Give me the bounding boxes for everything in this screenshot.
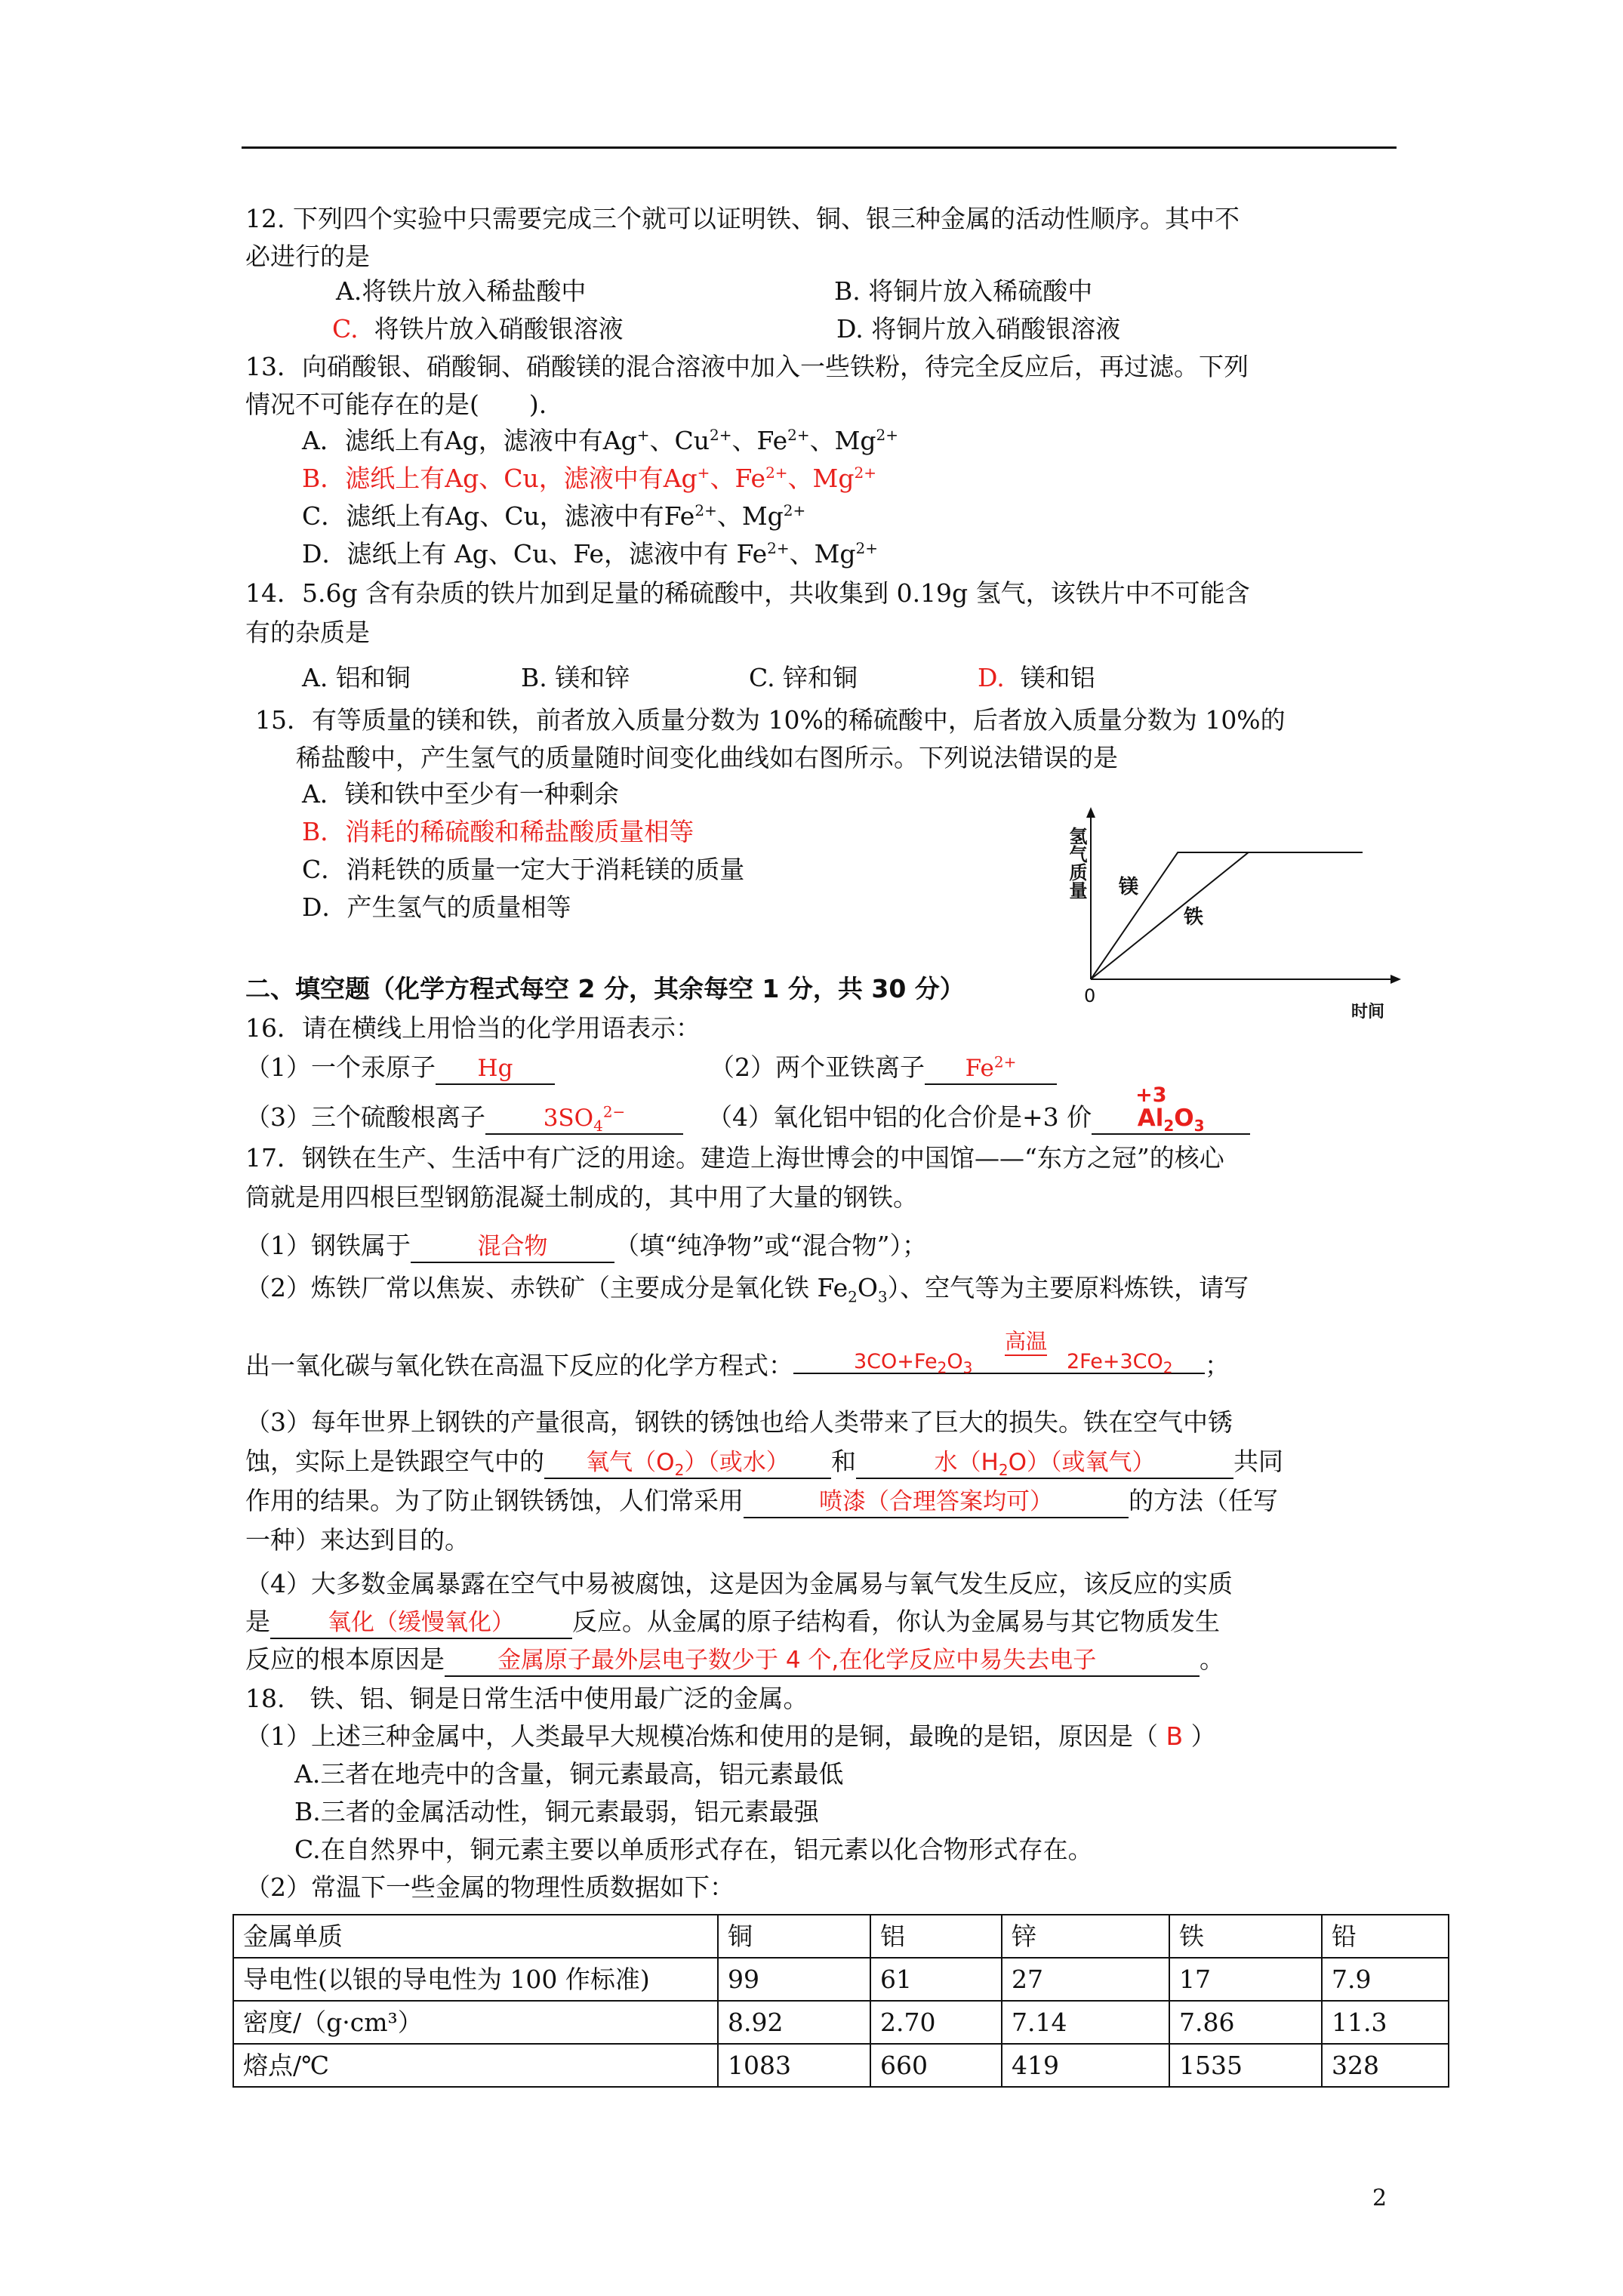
x-axis-label: 时间 — [1351, 1003, 1385, 1022]
q16-answer1: Hg — [436, 1053, 555, 1085]
q18-part2: （2）常温下一些金属的物理性质数据如下： — [245, 1872, 735, 1902]
q18-option-a: A.三者在地壳中的含量，铜元素最高，铝元素最低 — [294, 1759, 844, 1789]
series-label-magnesium: 镁 — [1119, 876, 1139, 898]
q12-option-b: B. 将铜片放入稀硫酸中 — [834, 276, 1093, 306]
q15-option-d: D．产生氢气的质量相等 — [302, 892, 571, 922]
table-header-row — [233, 1915, 1449, 1958]
table-header-cell: 金属单质 — [233, 1915, 718, 1958]
x-axis-arrow — [1390, 975, 1401, 984]
q15-stem-line1: 15．有等质量的镁和铁，前者放入质量分数为 10%的稀硫酸中，后者放入质量分数为 10%的 — [255, 705, 1286, 735]
q16-part2: （2）两个亚铁离子 $Fe^{2+}$ — [710, 1051, 1057, 1085]
q14-option-d: D. 镁和铝 — [978, 663, 1095, 692]
table-cell: 99 — [718, 1958, 870, 2001]
q16-answer2: $Fe^{2+}$ — [925, 1053, 1057, 1085]
q17-part3-line1: （3）每年世界上钢铁的产量很高，钢铁的锈蚀也给人类带来了巨大的损失。铁在空气中锈 — [245, 1407, 1233, 1437]
q17-part2-line1: （2）炼铁厂常以焦炭、赤铁矿（主要成分是氧化铁 $Fe_2O_3$）、空气等为主要原料炼铁，请写 — [245, 1273, 1249, 1306]
q17-answer3c: 喷漆（合理答案均可） — [744, 1487, 1129, 1518]
table-cell: 11.3 — [1322, 2001, 1449, 2044]
table-cell: 1535 — [1169, 2044, 1322, 2087]
q13-option-b-answer: B．滤纸上有Ag、Cu，滤液中有Ag+、$Fe^{2+}$、$Mg^{2+}$ — [302, 464, 876, 493]
q18-answer1: B — [1166, 1721, 1184, 1751]
table-cell: 27 — [1002, 1958, 1169, 2001]
y-axis-arrow — [1086, 807, 1095, 818]
q17-answer3a: 氧气$(O_2)$（或水） — [544, 1447, 831, 1479]
table-cell: 7.9 — [1322, 1958, 1449, 2001]
header-rule — [242, 146, 1397, 149]
q17-stem-line2: 筒就是用四根巨型钢筋混凝土制成的，其中用了大量的钢铁。 — [245, 1182, 918, 1212]
q14-option-a: A. 铝和铜 — [302, 663, 411, 692]
section2-title: 二、填空题（化学方程式每空 2 分，其余每空 1 分，共 30 分） — [245, 974, 965, 1003]
table-row — [233, 1958, 1449, 2001]
q14-stem-line1: 14．5.6g 含有杂质的铁片加到足量的稀硫酸中，共收集到 0.19g 氢气，该铁片中不可能含 — [245, 578, 1250, 608]
q17-answer4b: 金属原子最外层电子数少于 4 个,在化学反应中易失去电子 — [445, 1645, 1200, 1677]
table-cell: 660 — [870, 2044, 1002, 2087]
table-header-cell: 铜 — [718, 1915, 870, 1958]
q16-stem: 16．请在横线上用恰当的化学用语表示： — [245, 1013, 701, 1043]
q17-part1: （1）钢铁属于 混合物 （填“纯净物”或“混合物”）； — [245, 1229, 927, 1263]
q16-part3: （3）三个硫酸根离子 $3SO_4^{2-}$ — [245, 1101, 683, 1135]
q17-part4-line2: 是 氧化（缓慢氧化） 反应。从金属的原子结构看，你认为金属易与其它物质发生 — [245, 1605, 1220, 1639]
q17-part4-line3: 反应的根本原因是 金属原子最外层电子数少于 4 个,在化学反应中易失去电子 。 — [245, 1643, 1224, 1677]
table-cell: 7.86 — [1169, 2001, 1322, 2044]
q13-stem-line2: 情况不可能存在的是( ). — [245, 390, 547, 419]
q18-part1: （1）上述三种金属中，人类最早大规模冶炼和使用的是铜，最晚的是铝，原因是（ B ） — [245, 1721, 1216, 1751]
series-line-magnesium — [1091, 852, 1363, 979]
q12-stem-line1: 12. 下列四个实验中只需要完成三个就可以证明铁、铜、银三种金属的活动性顺序。其中不 — [245, 204, 1240, 233]
q14-option-c: C. 锌和铜 — [749, 663, 858, 692]
q18-option-b: B.三者的金属活动性，铜元素最弱，铝元素最强 — [294, 1797, 819, 1826]
q13-stem-line1: 13．向硝酸银、硝酸铜、硝酸镁的混合溶液中加入一些铁粉，待完全反应后，再过滤。下列 — [245, 352, 1249, 381]
q14-option-b: B. 镁和锌 — [521, 663, 630, 692]
table-header-cell: 铁 — [1169, 1915, 1322, 1958]
q17-equation-answer: $3CO+Fe_2O_3$ 高温 $2Fe+3CO_2$ — [793, 1342, 1205, 1374]
q16-answer3: $3SO_4^{2-}$ — [485, 1103, 683, 1135]
q14-stem-line2: 有的杂质是 — [245, 618, 370, 647]
q17-answer1: 混合物 — [411, 1231, 614, 1263]
q12-answer-letter: C. — [332, 314, 359, 344]
q12-option-a: A.将铁片放入稀盐酸中 — [336, 276, 587, 306]
table-cell: 导电性(以银的导电性为 100 作标准) — [233, 1958, 718, 2001]
table-cell: 熔点/℃ — [233, 2044, 718, 2087]
table-cell: 17 — [1169, 1958, 1322, 2001]
q13-option-c: C．滤纸上有Ag、Cu，滤液中有$Fe^{2+}$、$Mg^{2+}$ — [302, 501, 806, 531]
table-header-cell: 铝 — [870, 1915, 1002, 1958]
q15-option-a: A．镁和铁中至少有一种剩余 — [302, 779, 619, 809]
table-cell: 328 — [1322, 2044, 1449, 2087]
series-line-iron — [1091, 852, 1363, 979]
q14-answer-letter: D. — [978, 663, 1005, 692]
q17-part3-line4: 一种）来达到目的。 — [245, 1525, 470, 1555]
q17-answer4a: 氧化（缓慢氧化） — [270, 1607, 572, 1639]
table-cell: 1083 — [718, 2044, 870, 2087]
q17-part3-line3: 作用的结果。为了防止钢铁锈蚀，人们常采用 喷漆（合理答案均可） 的方法（任写 — [245, 1484, 1278, 1518]
metal-properties-table — [233, 1914, 1449, 2088]
q18-option-c: C.在自然界中，铜元素主要以单质形式存在，铝元素以化合物形式存在。 — [294, 1835, 1093, 1864]
table-row — [233, 2044, 1449, 2087]
table-cell: 7.14 — [1002, 2001, 1169, 2044]
q17-answer3b: 水$(H_2O)$（或氧气） — [856, 1447, 1233, 1479]
page-number: 2 — [1372, 2185, 1387, 2211]
q17-part2-line2: 出一氧化碳与氧化铁在高温下反应的化学方程式： $3CO+Fe_2O_3$ 高温 $2Fe+3CO_2$ ； — [245, 1329, 1230, 1380]
q16-answer4: +3 $Al_2O_3$ — [1092, 1103, 1250, 1135]
q17-part3-line2: 蚀，实际上是铁跟空气中的 氧气$(O_2)$（或水） 和 水$(H_2O)$（或氧气） 共同 — [245, 1447, 1283, 1480]
table-cell: 2.70 — [870, 2001, 1002, 2044]
q13-option-a: A．滤纸上有Ag，滤液中有Ag+、$Cu^{2+}$、$Fe^{2+}$、$Mg^{2+}$ — [302, 426, 899, 455]
q13-option-d: D．滤纸上有 Ag、Cu、Fe，滤液中有 $Fe^{2+}$、$Mg^{2+}$ — [302, 539, 879, 569]
hydrogen-mass-chart — [1049, 804, 1404, 1023]
table-cell: 密度/（g·cm³） — [233, 2001, 718, 2044]
q12-option-d: D. 将铜片放入硝酸银溶液 — [836, 314, 1121, 344]
q16-part4: （4）氧化铝中铝的化合价是+3 价 +3 $Al_2O_3$ — [707, 1101, 1250, 1135]
q15-option-b-answer: B．消耗的稀硫酸和稀盐酸质量相等 — [302, 817, 694, 846]
table-cell: 419 — [1002, 2044, 1169, 2087]
q16-part1: （1）一个汞原子 Hg — [245, 1051, 555, 1085]
q17-stem-line1: 17．钢铁在生产、生活中有广泛的用途。建造上海世博会的中国馆——“东方之冠”的核心 — [245, 1143, 1224, 1173]
q15-stem-line2: 稀盐酸中，产生氢气的质量随时间变化曲线如右图所示。下列说法错误的是 — [296, 743, 1118, 772]
q12-stem-line2: 必进行的是 — [245, 242, 370, 271]
q17-part4-line1: （4）大多数金属暴露在空气中易被腐蚀，这是因为金属易与氧气发生反应，该反应的实质 — [245, 1569, 1233, 1598]
origin-label: 0 — [1084, 985, 1096, 1006]
q15-option-c: C．消耗铁的质量一定大于消耗镁的质量 — [302, 855, 745, 884]
table-header-cell: 锌 — [1002, 1915, 1169, 1958]
table-cell: 61 — [870, 1958, 1002, 2001]
table-header-cell: 铅 — [1322, 1915, 1449, 1958]
q18-stem: 18. 铁、铝、铜是日常生活中使用最广泛的金属。 — [245, 1684, 808, 1713]
y-axis-label: 氢气质量 — [1066, 827, 1087, 899]
q12-option-c: C. 将铁片放入硝酸银溶液 — [332, 314, 624, 344]
table-cell: 8.92 — [718, 2001, 870, 2044]
series-label-iron: 铁 — [1184, 906, 1204, 929]
table-row — [233, 2001, 1449, 2044]
